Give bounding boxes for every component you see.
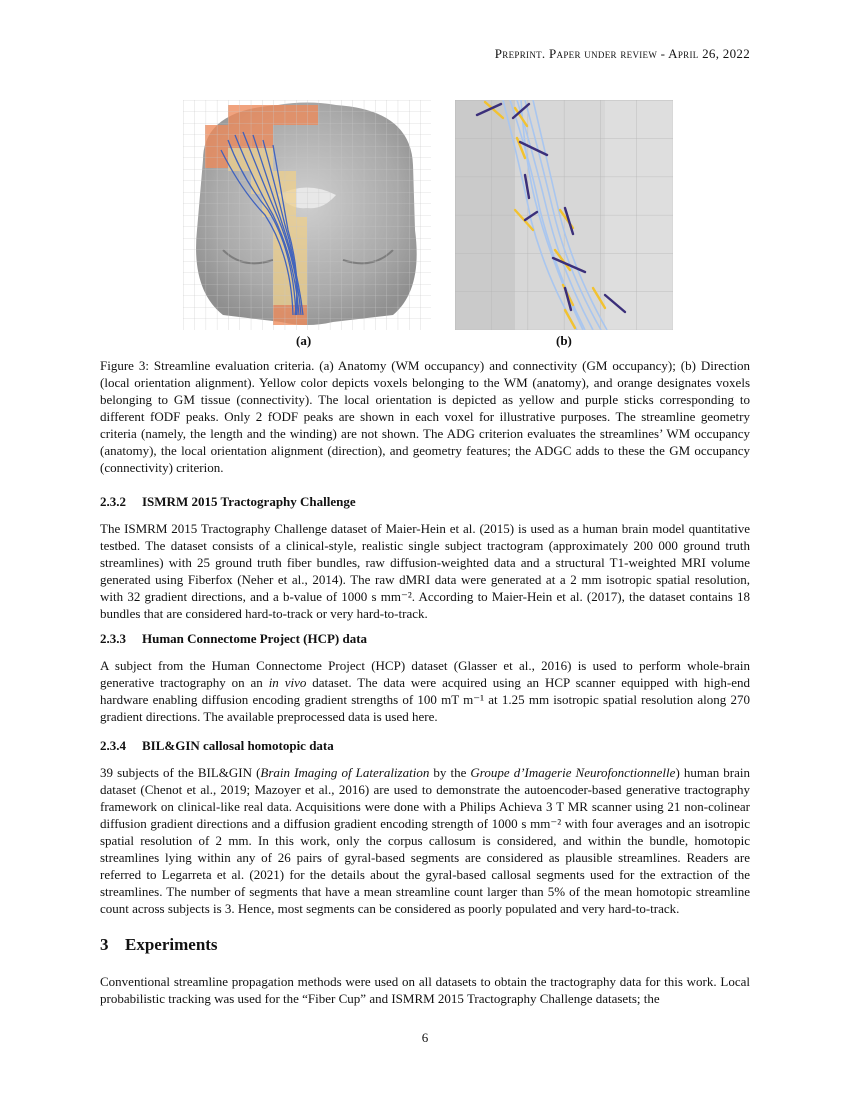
- section-number: 2.3.3: [100, 631, 126, 646]
- emphasis-text: Groupe d’Imagerie Neurofonctionnelle: [470, 765, 676, 780]
- section-title: BIL&GIN callosal homotopic data: [142, 738, 334, 753]
- section-2-3-2-body: The ISMRM 2015 Tractography Challenge dataset of Maier-Hein et al. (2015) is used as a human brain model quantitative testbed. The dataset consists of a clinical-style, realistic single subject tractogram (approximately 200 000 ground truth streamlines) with 25 ground truth fiber bundles, raw diffusion-weighted data and a structural T1-weighted MRI volume generated using Fiberfox (Neher et al., 2014). The raw dMRI data were generated at a 2 mm isotropic spatial resolution, with 32 gradient directions, and a b-value of 1000 s mm⁻². According to Maier-Hein et al. (2017), the dataset contains 18 bundles that are considered hard-to-track or very hard-to-track.: [100, 521, 750, 621]
- section-2-3-3-heading: [100, 631, 367, 647]
- page-number: 6: [421, 1030, 429, 1045]
- figure-3b-direction: [455, 100, 673, 330]
- body-text: A subject from the Human Connectome Project (HCP) dataset (Glasser et al., 2016) is used to perform whole-brain generative tractography on an: [100, 658, 750, 690]
- section-number: 2.3.4: [100, 738, 126, 753]
- section-title: Experiments: [125, 935, 218, 954]
- body-text: ) human brain dataset (Chenot et al., 2019; Mazoyer et al., 2016) are used to demonstrate the autoencoder-based generative tractography framework on clinical-like real data. Acquisitions were done with a Philips Achieva 3 T MR scanner using 21 non-colinear diffusion gradient directions and a diffusion gradient encoding strength of 1000 s mm⁻² with four averages and an isotropic spatial resolution of 2 mm. In this work, only the corpus callosum is considered, and within the bundle, homotopic streamlines lying within any of 26 pairs of gyral-based segments are considered as plausible streamlines. Readers are referred to Legarreta et al. (2021) for the details about the gyral-based callosal segments used for the extraction of the streamlines. The number of segments that have a mean streamline count larger than 5% of the mean homotopic streamline count across subjects is 3. Hence, most segments can be considered as poorly populated and very hard-to-track.: [100, 765, 750, 916]
- section-number: 2.3.2: [100, 494, 126, 509]
- section-2-3-4-body: [100, 764, 750, 917]
- emphasis-text: Brain Imaging of Lateralization: [260, 765, 430, 780]
- emphasis-text: in vivo: [268, 675, 307, 690]
- section-title: Human Connectome Project (HCP) data: [142, 631, 368, 646]
- figure-3a-anatomy-connectivity: [183, 100, 431, 330]
- body-text: by the: [429, 765, 471, 780]
- figure-caption: Figure 3: Streamline evaluation criteria. (a) Anatomy (WM occupancy) and connectivity (GM occupancy); (b) Direction (local orientation alignment). Yellow color depicts voxels belonging to the WM (anatomy), and orange designates voxels belonging to GM tissue (connectivity). The local orientation is depicted as yellow and purple sticks corresponding to different fODF peaks. Only 2 fODF peaks are shown in each voxel for illustrative purposes. The streamline geometry criteria (namely, the length and the winding) are not shown. The ADG criterion evaluates the streamlines’ WM occupancy (anatomy), the local orientation alignment (direction), and geometry features; the ADGC adds to these the GM occupancy (connectivity) criterion.: [100, 358, 750, 475]
- section-2-3-4-heading: [100, 738, 334, 754]
- section-2-3-3-body: [100, 657, 750, 725]
- section-2-3-2-heading: [100, 494, 356, 510]
- body-text: dataset. The data were acquired using an HCP scanner equipped with high-end hardware enabling diffusion encoding gradient strengths of 100 mT m⁻¹ at 1.25 mm isotropic spatial resolution along 270 gradient directions. The available preprocessed data is used here.: [100, 675, 751, 724]
- running-header: Preprint. Paper under review - April 26, 2022: [494, 46, 750, 61]
- section-number: 3: [100, 935, 109, 954]
- section-3-body: Conventional streamline propagation methods were used on all datasets to obtain the tractography data for this work. Local probabilistic tracking was used for the “Fiber Cup” and ISMRM 2015 Tractography Challenge datasets; the: [100, 974, 750, 1006]
- section-3-heading: [100, 935, 218, 955]
- voxel-grid-a: [183, 100, 431, 330]
- section-title: ISMRM 2015 Tractography Challenge: [142, 494, 356, 509]
- figure-a-label: (a): [296, 333, 312, 348]
- body-text: 39 subjects of the BIL&GIN (: [100, 765, 261, 780]
- figure-b-label: (b): [556, 333, 572, 348]
